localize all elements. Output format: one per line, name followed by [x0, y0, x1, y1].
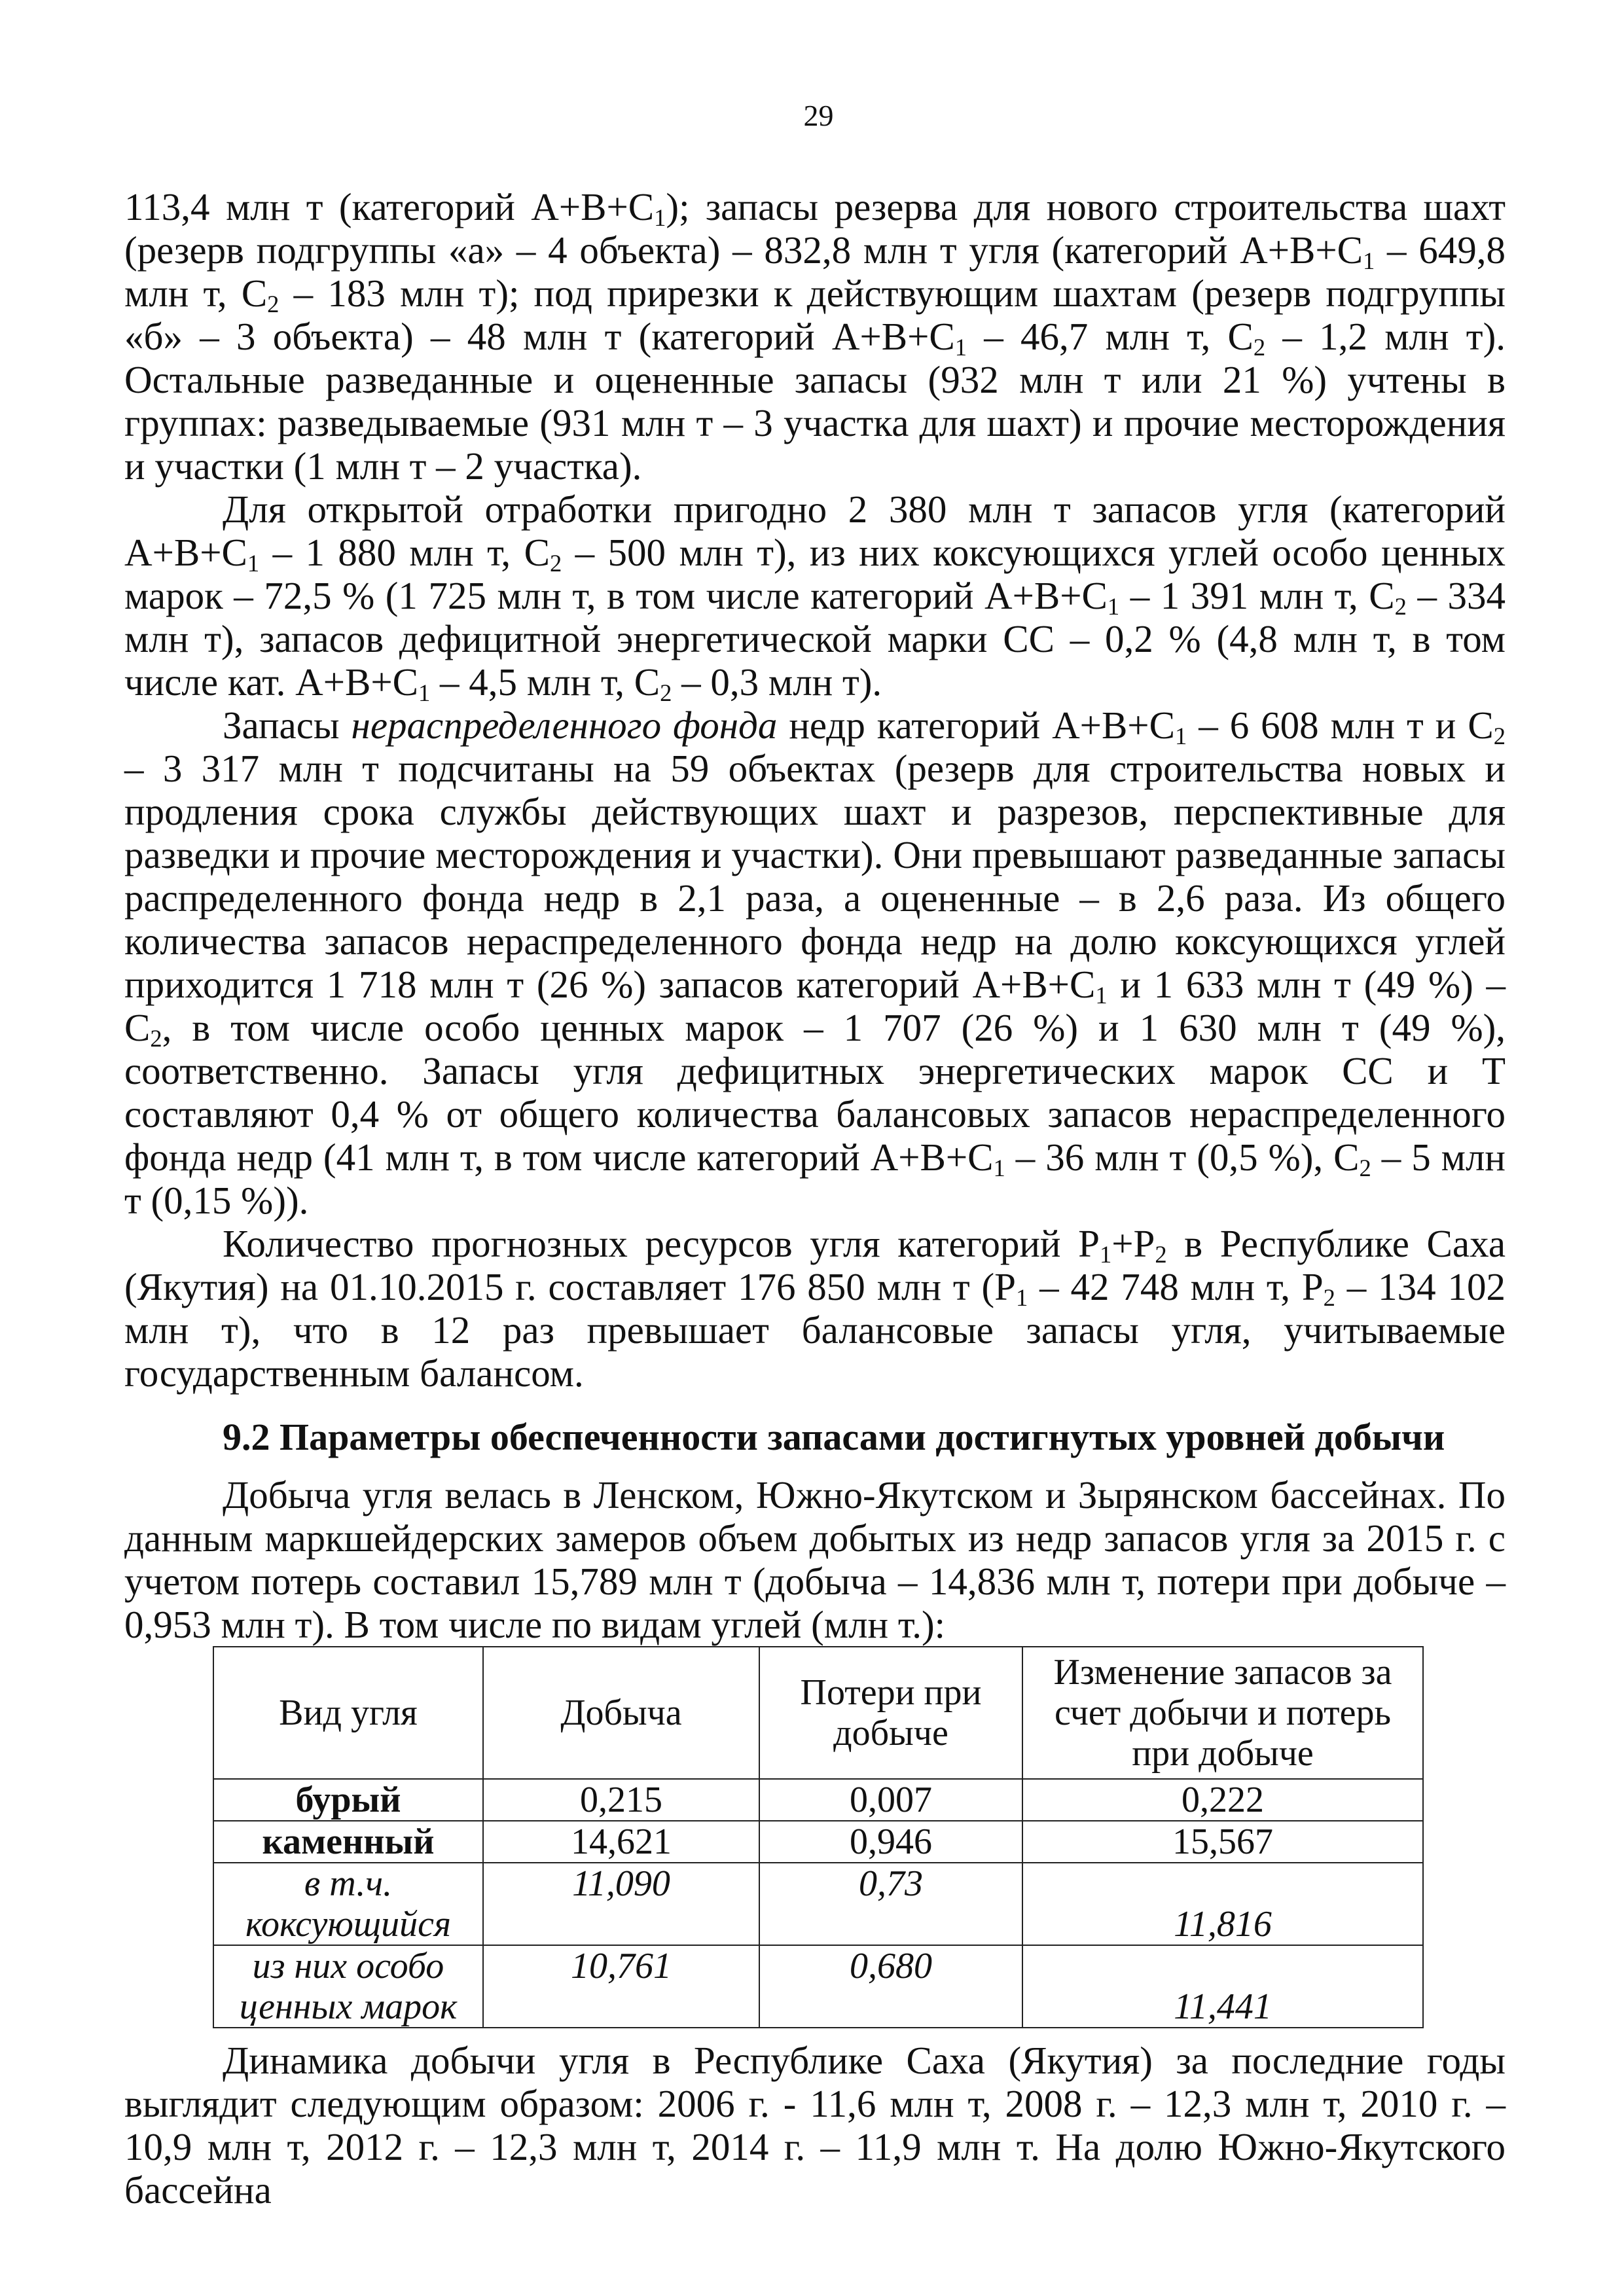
text-span: , в том числе особо ценных марок – 1 707 (26 %) и 1 630 млн т (49 %), соответственно. Запасы угля дефицитных энергетических марок СС и Т составляют 0,4 % от общего количества балансовых запасов нераспределенного фонда недр (41 млн т, в том числе категорий А+В+С	[124, 1006, 1506, 1179]
subscript: 2	[1359, 1155, 1371, 1182]
text-span: и 1 633 млн т (49 %) – С	[124, 963, 1506, 1049]
table-row	[213, 1821, 1423, 1863]
text-span: – 649,8 млн т, С	[124, 228, 1506, 315]
subscript: 2	[1493, 723, 1506, 750]
header-mining: Добыча	[483, 1647, 759, 1779]
text-span: – 46,7 млн т, С	[967, 315, 1254, 358]
cell-type: бурый	[213, 1779, 483, 1821]
text-span: Запасы	[223, 704, 352, 747]
text-span: – 6 608 млн т и С	[1187, 704, 1494, 747]
subscript: 2	[1155, 1241, 1167, 1268]
paragraph-forecast-resources	[124, 1222, 1506, 1395]
subscript: 1	[1099, 1241, 1112, 1268]
text-span: – 3 317 млн т подсчитаны на 59 объектах (резерв для строительства новых и продления срока службы действующих шахт и разрезов, перспективные для разведки и прочие месторождения и участки). Они превышают разведанные запасы распределенного фонда недр в 2,1 раза, а оцененные – в 2,6 раза. Из общего количества запасов нераспределенного фонда недр на долю коксующихся углей приходится 1 718 млн т (26 %) запасов категорий А+В+С	[124, 747, 1506, 1006]
cell-change: 11,441	[1022, 1945, 1423, 2028]
subscript: 1	[247, 550, 260, 577]
cell-type: из них особо ценных марок	[213, 1945, 483, 2028]
subscript: 1	[1107, 593, 1120, 620]
cell-change: 11,816	[1022, 1863, 1423, 1945]
text-span: – 42 748 млн т, Р	[1028, 1265, 1324, 1308]
subscript: 1	[954, 334, 967, 361]
text-span: – 4,5 млн т, С	[430, 660, 660, 704]
paragraph-open-pit	[124, 488, 1506, 707]
document-body-continued	[124, 2039, 1506, 2212]
text-span: – 0,3 млн т).	[672, 660, 882, 704]
text-span: – 1 391 млн т, С	[1119, 574, 1395, 617]
cell-type: в т.ч. коксующийся	[213, 1863, 483, 1945]
cell-mining: 10,761	[483, 1945, 759, 2028]
text-span: – 1 880 млн т, С	[259, 531, 550, 574]
subscript: 2	[1394, 593, 1407, 620]
subscript: 2	[660, 679, 672, 707]
text-span: – 334 млн т), запасов дефицитной энергетической марки СС – 0,2 % (4,8 млн т, в том числе кат. А+В+С	[124, 574, 1506, 704]
text-span: Количество прогнозных ресурсов угля категорий Р	[223, 1222, 1100, 1265]
table-row	[213, 1779, 1423, 1821]
paragraph-undistributed-fund	[124, 704, 1506, 1222]
header-coal-type: Вид угля	[213, 1647, 483, 1779]
text-span: 113,4 млн т (категорий А+В+С	[124, 185, 655, 228]
cell-mining: 11,090	[483, 1863, 759, 1945]
text-span: +Р	[1111, 1222, 1155, 1265]
coal-mining-table	[213, 1646, 1424, 2028]
document-body	[124, 185, 1506, 1646]
subscript: 1	[1362, 247, 1375, 275]
page-number: 29	[803, 99, 834, 132]
subscript: 2	[1323, 1284, 1335, 1312]
subscript: 1	[993, 1155, 1005, 1182]
cell-mining: 0,215	[483, 1779, 759, 1821]
table-row	[213, 1945, 1423, 2028]
subscript: 1	[1015, 1284, 1028, 1312]
italic-term: нераспределенного фонда	[351, 704, 778, 747]
header-losses: Потери при добыче	[759, 1647, 1022, 1779]
cell-change: 15,567	[1022, 1821, 1423, 1863]
cell-loss: 0,680	[759, 1945, 1022, 2028]
subscript: 2	[150, 1025, 162, 1052]
table-row	[213, 1863, 1423, 1945]
cell-loss: 0,73	[759, 1863, 1022, 1945]
text-span: Для открытой отработки пригодно 2 380 млн т запасов угля (категорий А+В+С	[124, 488, 1506, 574]
paragraph-mining-dynamics: Динамика добычи угля в Республике Саха (Якутия) за последние годы выглядит следующим образом: 2006 г. - 11,6 млн т, 2008 г. – 12,3 млн т, 2010 г. – 10,9 млн т, 2012 г. – 12,3 млн т, 2014 г. – 11,9 млн т. На долю Южно-Якутского бассейна	[124, 2039, 1506, 2212]
text-span: – 134 102 млн т), что в 12 раз превышает балансовые запасы угля, учитываемые государственным балансом.	[124, 1265, 1506, 1395]
cell-change: 0,222	[1022, 1779, 1423, 1821]
subscript: 2	[1253, 334, 1266, 361]
subscript: 1	[1095, 982, 1108, 1009]
subscript: 1	[654, 204, 666, 232]
text-span: ); запасы резерва для нового строительства шахт (резерв подгруппы «а» – 4 объекта) – 832,8 млн т угля (категорий А+В+С	[124, 185, 1506, 272]
section-heading: 9.2 Параметры обеспеченности запасами достигнутых уровней добычи	[223, 1416, 1445, 1458]
subscript: 1	[418, 679, 431, 707]
text-span: недр категорий А+В+С	[777, 704, 1175, 747]
header-reserve-change: Изменение запасов за счет добычи и потерь при добыче	[1022, 1647, 1423, 1779]
cell-loss: 0,007	[759, 1779, 1022, 1821]
text-span: в Республике Саха (Якутия) на 01.10.2015 г. составляет 176 850 млн т (Р	[124, 1222, 1506, 1308]
subscript: 1	[1174, 723, 1187, 750]
text-span: – 5 млн т (0,15 %)).	[124, 1136, 1506, 1222]
subscript: 2	[549, 550, 562, 577]
paragraph-mining-volume: Добыча угля велась в Ленском, Южно-Якутском и Зырянском бассейнах. По данным маркшейдерских замеров объем добытых из недр запасов угля за 2015 г. с учетом потерь составил 15,789 млн т (добыча – 14,836 млн т, потери при добыче – 0,953 млн т). В том числе по видам углей (млн т.):	[124, 1473, 1506, 1646]
text-span: – 1,2 млн т). Остальные разведанные и оцененные запасы (932 млн т или 21 %) учтены в группах: разведываемые (931 млн т – 3 участка для шахт) и прочие месторождения и участки (1 млн т – 2 участка).	[124, 315, 1506, 488]
text-span: – 183 млн т); под прирезки к действующим шахтам (резерв подгруппы «б» – 3 объекта) – 48 млн т (категорий А+В+С	[124, 272, 1506, 358]
text-span: – 36 млн т (0,5 %), С	[1005, 1136, 1360, 1179]
text-span: – 500 млн т), из них коксующихся углей особо ценных марок – 72,5 % (1 725 млн т, в том числе категорий А+В+С	[124, 531, 1506, 617]
cell-type: каменный	[213, 1821, 483, 1863]
subscript: 2	[267, 291, 280, 318]
cell-mining: 14,621	[483, 1821, 759, 1863]
cell-loss: 0,946	[759, 1821, 1022, 1863]
table-header-row	[213, 1647, 1423, 1779]
paragraph-reserves-distributed	[124, 185, 1506, 488]
